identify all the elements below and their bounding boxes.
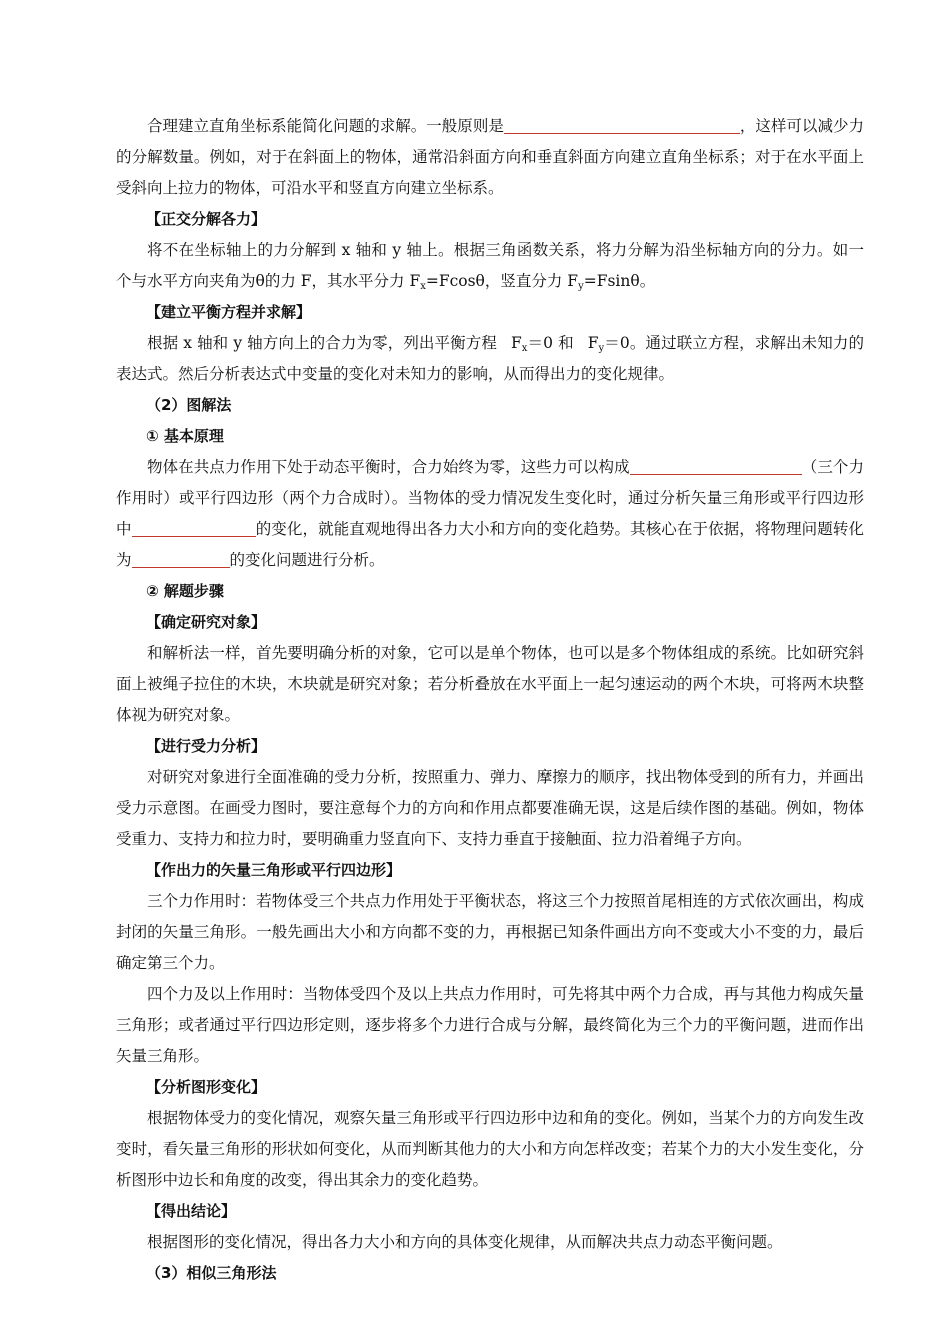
paragraph-coordinate-system xyxy=(116,111,864,204)
section-heading: 【作出力的矢量三角形或平行四边形】 xyxy=(146,861,402,879)
paragraph-text: 根据 x 轴和 y 轴方向上的合力为零，列出平衡方程 xyxy=(147,334,498,352)
paragraph-text: ＝0。通过联立方程，求解出未知力的表达式。然后分析表达式中变量的变化对未知力的影响，从而得出力的变化规律。 xyxy=(116,334,864,383)
paragraph-equilibrium-equations xyxy=(116,328,864,390)
subscript: x xyxy=(420,281,426,292)
subsection-heading: ② 解题步骤 xyxy=(146,582,224,600)
paragraph-text: 物体在共点力作用下处于动态平衡时，合力始终为零，这些力可以构成 xyxy=(147,458,630,476)
equation-symbol: F xyxy=(511,334,522,352)
section-heading: 【确定研究对象】 xyxy=(146,613,267,631)
section-heading: 【正交分解各力】 xyxy=(146,210,267,228)
equation-symbol: F xyxy=(587,334,599,352)
fill-in-blank[interactable] xyxy=(132,552,230,569)
section-heading: 【得出结论】 xyxy=(146,1202,237,1220)
paragraph-text: 将不在坐标轴上的力分解到 x 轴和 y 轴上。根据三角函数关系，将力分解为沿坐标轴方向的分力。如一个与水平方向夹角为θ的力 F，其水平分力 F xyxy=(116,241,864,290)
paragraph-text: =Fsinθ。 xyxy=(583,272,656,290)
fill-in-blank[interactable] xyxy=(630,459,802,476)
section-heading: 【进行受力分析】 xyxy=(146,737,267,755)
paragraph-text: （三个力作用时）或平行四边形（两个力合成时）。当物体的受力情况发生变化时，通过分析矢量三角形或平行四边形中 xyxy=(116,458,864,538)
paragraph-text: 的变化问题进行分析。 xyxy=(229,551,385,569)
subscript: x xyxy=(521,343,528,354)
paragraph-text: 合理建立直角坐标系能简化问题的求解。一般原则是 xyxy=(147,117,504,135)
equation-text: ＝0 和 xyxy=(527,334,574,352)
document-body xyxy=(116,111,864,1289)
paragraph-three-forces: 三个力作用时：若物体受三个共点力作用处于平衡状态，将这三个力按照首尾相连的方式依次画出，构成封闭的矢量三角形。一般先画出大小和方向都不变的力，再根据已知条件画出方向不变或大小不变的力，最后确定第三个力。 xyxy=(116,892,864,972)
fill-in-blank[interactable] xyxy=(504,118,740,135)
fill-in-blank[interactable] xyxy=(132,521,256,538)
paragraph-conclusion: 根据图形的变化情况，得出各力大小和方向的具体变化规律，从而解决共点力动态平衡问题。 xyxy=(147,1233,783,1251)
paragraph-text: ，这样可以减少力的分解数量。例如，对于在斜面上的物体，通常沿斜面方向和垂直斜面方向建立直角坐标系；对于在水平面上受斜向上拉力的物体，可沿水平和竖直方向建立坐标系。 xyxy=(116,117,864,197)
paragraph-figure-change: 根据物体受力的变化情况，观察矢量三角形或平行四边形中边和角的变化。例如，当某个力的方向发生改变时，看矢量三角形的形状如何变化，从而判断其他力的大小和方向怎样改变；若某个力的大小发生变化，分析图形中边长和角度的改变，得出其余力的变化趋势。 xyxy=(116,1109,864,1189)
section-heading: 【建立平衡方程并求解】 xyxy=(146,303,312,321)
paragraph-four-forces: 四个力及以上作用时：当物体受四个及以上共点力作用时，可先将其中两个力合成，再与其他力构成矢量三角形；或者通过平行四边形定则，逐步将多个力进行合成与分解，最终简化为三个力的平衡问题，进而作出矢量三角形。 xyxy=(116,985,864,1065)
section-heading: 【分析图形变化】 xyxy=(146,1078,267,1096)
paragraph-force-analysis: 对研究对象进行全面准确的受力分析，按照重力、弹力、摩擦力的顺序，找出物体受到的所有力，并画出受力示意图。在画受力图时，要注意每个力的方向和作用点都要准确无误，这是后续作图的基础。例如，物体受重力、支持力和拉力时，要明确重力竖直向下、支持力垂直于接触面、拉力沿着绳子方向。 xyxy=(116,768,864,848)
subscript: y xyxy=(598,343,605,354)
section-heading: （3）相似三角形法 xyxy=(146,1264,277,1282)
paragraph-text: 的变化，就能直观地得出各力大小和方向的变化趋势。其核心在于依据，将物理问题转化为 xyxy=(116,520,864,569)
paragraph-text: =Fcosθ，竖直分力 F xyxy=(425,272,579,290)
subsection-heading: ① 基本原理 xyxy=(146,427,224,445)
paragraph-orthogonal-decomposition xyxy=(116,235,864,297)
paragraph-graphical-principle xyxy=(116,452,864,576)
paragraph-research-object: 和解析法一样，首先要明确分析的对象，它可以是单个物体，也可以是多个物体组成的系统。比如研究斜面上被绳子拉住的木块，木块就是研究对象；若分析叠放在水平面上一起匀速运动的两个木块，可将两木块整体视为研究对象。 xyxy=(116,644,864,724)
section-heading: （2）图解法 xyxy=(146,396,232,414)
subscript: y xyxy=(578,281,584,292)
